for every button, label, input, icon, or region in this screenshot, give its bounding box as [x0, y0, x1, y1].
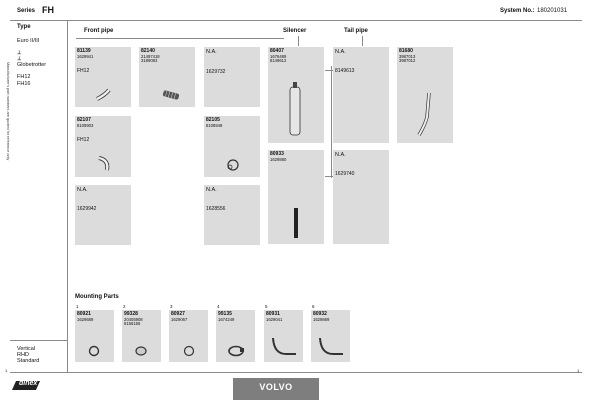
type-fh12: FH12 [17, 74, 31, 80]
part-sub: 8108949 [206, 122, 223, 128]
part-sub: 1629041 [266, 316, 283, 322]
brand-name: VOLVO [259, 382, 293, 392]
part-sub: 8149613 [335, 68, 355, 74]
mounting-card-99135[interactable] [216, 310, 255, 362]
part-sub-2: 8156156 [124, 321, 141, 327]
part-code: 82105 [206, 117, 220, 123]
part-note: FH12 [77, 137, 90, 143]
clamp-icon [224, 156, 242, 174]
mounting-number: 2 [123, 304, 126, 309]
mounting-number: 4 [217, 304, 220, 309]
mounting-number: 3 [170, 304, 173, 309]
footer-divider [10, 372, 582, 373]
dinex-logo [10, 377, 44, 393]
part-note: FH12 [77, 68, 90, 74]
part-sub: 1629869 [313, 316, 330, 322]
part-code: 80933 [270, 151, 284, 157]
section-mounting-parts: Mounting Parts [75, 294, 119, 300]
part-card-80407[interactable] [268, 47, 324, 143]
part-sub-2: 8149612 [270, 58, 287, 64]
left-column-divider [67, 20, 68, 372]
left-page-marker: 1 [5, 368, 8, 373]
part-sub: 21497418 [141, 53, 160, 59]
part-card-82105[interactable] [204, 116, 260, 177]
part-code: 81680 [399, 48, 413, 54]
mounting-card-80927[interactable] [169, 310, 208, 362]
section-silencer: Silencer [283, 28, 307, 34]
bottom-left-divider [10, 340, 67, 341]
band-clamp-icon [226, 344, 246, 358]
part-sub: 3987013 [399, 53, 416, 59]
part-card-na-1629942[interactable] [75, 185, 131, 245]
part-code: 82107 [77, 117, 91, 123]
part-sub: 1629740 [335, 171, 355, 177]
part-card-81139[interactable] [75, 47, 131, 107]
globetrotter-icon-2: ⊥ [17, 56, 22, 62]
part-sub: 1629942 [77, 206, 97, 212]
part-sub: 1676489 [270, 53, 287, 59]
flex-hose-icon [161, 89, 183, 101]
connector-h1 [325, 70, 333, 71]
part-card-82107[interactable] [75, 116, 131, 177]
part-card-na-8149613[interactable] [333, 47, 389, 143]
dinex-logo-text: dinex [19, 380, 38, 387]
system-label: System No.: [500, 8, 535, 14]
mounting-card-80931[interactable] [264, 310, 303, 362]
part-code: N.A. [335, 152, 346, 158]
part-sub: 20405908 [124, 316, 143, 322]
part-code: N.A. [206, 187, 217, 193]
part-sub: 1629732 [206, 69, 226, 75]
part-code: 80407 [270, 48, 284, 54]
mounting-card-99328[interactable] [122, 310, 161, 362]
series-value: FH [42, 5, 54, 15]
silencer-drop [298, 36, 299, 46]
section-front-pipe: Front pipe [84, 28, 114, 34]
type-fh16: FH16 [17, 81, 31, 87]
mounting-number: 5 [265, 304, 268, 309]
globetrotter-icon: ⊥ [17, 50, 22, 56]
header-divider [10, 20, 582, 21]
bent-pipe-icon [95, 87, 117, 103]
config-vertical: Vertical [17, 346, 36, 352]
tail-pipe-icon [413, 89, 435, 139]
part-code: 82140 [141, 48, 155, 54]
type-globetrotter: Globetrotter [17, 62, 47, 68]
part-card-na-1629740[interactable] [333, 150, 389, 244]
part-card-81680[interactable] [397, 47, 453, 143]
part-card-na-1628556[interactable] [204, 185, 260, 245]
part-code: 80921 [77, 311, 91, 317]
silencer-icon [286, 81, 304, 139]
bracket-icon [270, 334, 298, 358]
part-sub: 1629941 [77, 53, 94, 59]
type-euro: Euro II/III [17, 38, 40, 44]
config-rhd: RHD [17, 352, 29, 358]
part-sub-2: 3189083 [141, 58, 158, 64]
part-code: 80927 [171, 311, 185, 317]
part-sub: 1629880 [270, 156, 287, 162]
series-label: Series [17, 8, 36, 14]
connector-h2 [325, 176, 333, 177]
part-sub: 1674249 [218, 316, 235, 322]
mounting-number: 6 [312, 304, 315, 309]
part-code: 99135 [218, 311, 232, 317]
part-code: N.A. [335, 49, 346, 55]
ring-clamp-icon [182, 344, 196, 358]
elbow-pipe-icon [95, 154, 117, 174]
type-label: Type [17, 24, 31, 30]
config-standard: Standard [17, 358, 40, 364]
part-sub: 1629689 [77, 316, 94, 322]
mounting-card-80932[interactable] [311, 310, 350, 362]
vertical-pipe-icon [292, 206, 300, 240]
part-card-na-1629732[interactable] [204, 47, 260, 107]
part-card-80933[interactable] [268, 150, 324, 244]
tail-drop [362, 36, 363, 46]
part-sub: 1628556 [206, 206, 226, 212]
right-page-marker: 1 [577, 368, 580, 373]
brand-band [233, 378, 319, 400]
part-card-82140[interactable] [139, 47, 195, 107]
part-code: 99328 [124, 311, 138, 317]
mounting-number: 1 [76, 304, 79, 309]
section-tail-pipe: Tail pipe [344, 28, 368, 34]
part-sub: 1629067 [171, 316, 188, 322]
part-sub-2: 3987012 [399, 58, 416, 64]
front-pipe-rule [76, 38, 284, 39]
part-sub: 8108903 [77, 122, 94, 128]
part-code: N.A. [206, 49, 217, 55]
sleeve-icon [134, 344, 148, 358]
connector-line [331, 66, 332, 178]
disclaimer-text: Manufacturer's part numbers are quoted for reference only [6, 62, 10, 161]
ring-clamp-icon [87, 344, 101, 358]
system-value: 180201031 [537, 8, 568, 14]
bracket-icon [317, 334, 345, 358]
part-code: 81139 [77, 48, 91, 54]
part-code: N.A. [77, 187, 88, 193]
part-code: 80932 [313, 311, 327, 317]
part-code: 80931 [266, 311, 280, 317]
mounting-card-80921[interactable] [75, 310, 114, 362]
